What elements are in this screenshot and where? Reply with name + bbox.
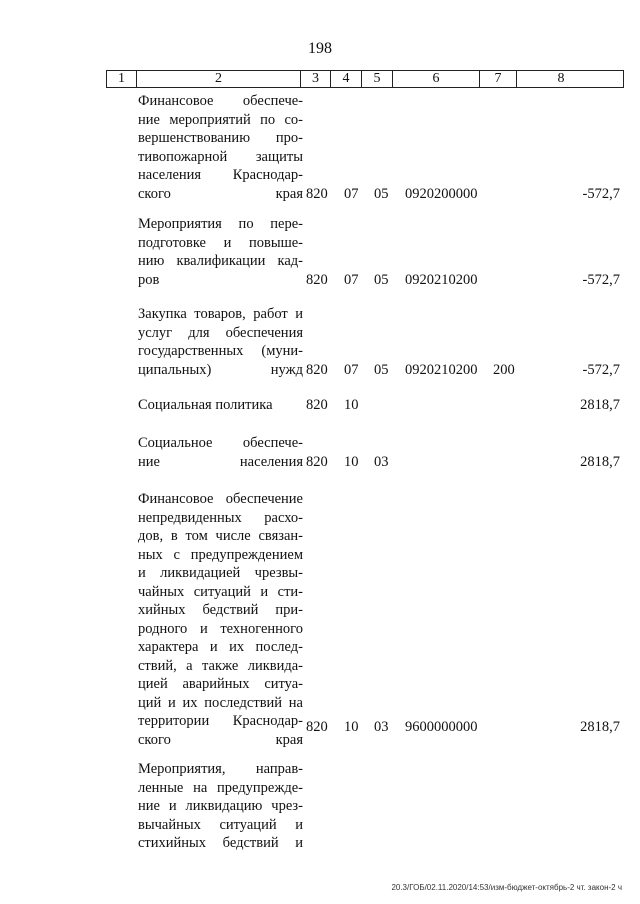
table-header-row <box>106 70 624 88</box>
row-name <box>138 215 303 289</box>
header-col-6: 6 <box>393 71 480 87</box>
cell-ved: 820 <box>306 271 328 288</box>
header-col-5: 5 <box>362 71 393 87</box>
cell-ved: 820 <box>306 453 328 470</box>
row-name <box>138 92 303 203</box>
cell-ved: 820 <box>306 719 328 735</box>
name-line: ствий, а также ликвида- <box>138 657 303 674</box>
cell-section: 07 <box>344 361 359 378</box>
name-line: Закупка товаров, работ и <box>138 306 303 322</box>
header-col-2: 2 <box>137 71 301 87</box>
cell-amount: 2818,7 <box>580 397 620 413</box>
name-line: ского края <box>138 731 303 748</box>
name-line: дов, в том числе связан- <box>138 528 303 544</box>
cell-amount: -572,7 <box>582 271 620 288</box>
header-col-3: 3 <box>301 71 331 87</box>
header-col-4: 4 <box>331 71 362 87</box>
cell-ved: 820 <box>306 397 328 413</box>
name-line: цией аварийных ситуа- <box>138 676 303 692</box>
cell-ved: 820 <box>306 361 328 378</box>
name-line: подготовке и повыше- <box>138 234 303 251</box>
document-footer: 20.3/ГОБ/02.11.2020/14:53/изм-бюджет-октябрь-2 чт. закон-2 ч <box>391 883 622 892</box>
name-line: Финансовое обеспече- <box>138 93 303 109</box>
cell-ved: 820 <box>306 185 328 202</box>
header-col-8: 8 <box>557 71 565 86</box>
name-line: ных с предупреждением <box>138 546 303 563</box>
cell-subsection: 05 <box>374 361 389 378</box>
cell-subsection: 05 <box>374 271 389 288</box>
row-name <box>138 490 303 749</box>
name-line: Финансовое обеспечение <box>138 491 303 507</box>
name-line: нию квалификации кад- <box>138 253 303 269</box>
name-line: ров <box>138 271 160 288</box>
row-name <box>138 434 303 471</box>
row-name <box>138 760 303 853</box>
row-name <box>138 396 303 415</box>
name-line: родного и техногенного <box>138 620 303 637</box>
cell-amount: -572,7 <box>582 185 620 202</box>
cell-target-article: 0920200000 <box>405 185 478 202</box>
cell-target-article: 9600000000 <box>405 719 478 735</box>
name-line: стихийных бедствий и <box>138 835 303 851</box>
name-line: ций и их последствий на <box>138 694 303 711</box>
name-line: тивопожарной защиты <box>138 148 303 165</box>
name-line: ние населения <box>138 453 303 470</box>
cell-section: 10 <box>344 719 359 735</box>
cell-target-article: 0920210200 <box>405 271 478 288</box>
name-line: вычайных ситуаций и <box>138 816 303 833</box>
name-line: населения Краснодар- <box>138 167 303 183</box>
name-line: ние и ликвидацию чрез- <box>138 798 303 814</box>
name-line: характера и их послед- <box>138 639 303 655</box>
cell-section: 07 <box>344 271 359 288</box>
header-col-7: 7 <box>480 71 517 87</box>
name-line: государственных (муни- <box>138 343 303 359</box>
name-line: Мероприятия, направ- <box>138 761 303 777</box>
row-name <box>138 305 303 379</box>
name-line: Мероприятия по пере- <box>138 216 303 232</box>
cell-amount: -572,7 <box>582 361 620 378</box>
cell-section: 10 <box>344 453 359 470</box>
name-line: ленные на предупрежде- <box>138 779 303 796</box>
name-line: чайных ситуаций и сти- <box>138 583 303 600</box>
name-line: и ликвидацией чрезвы- <box>138 565 303 581</box>
name-line: вершенствованию про- <box>138 130 303 146</box>
name-line: ского края <box>138 185 303 202</box>
name-line: Социальная политика <box>138 397 273 413</box>
cell-section: 07 <box>344 185 359 202</box>
page-number: 198 <box>308 40 332 57</box>
header-col-1: 1 <box>107 71 137 87</box>
name-line: хийных бедствий при- <box>138 602 303 618</box>
cell-target-article: 0920210200 <box>405 361 478 378</box>
cell-subsection: 03 <box>374 453 389 470</box>
name-line: ципальных) нужд <box>138 361 303 378</box>
cell-amount: 2818,7 <box>580 453 620 470</box>
name-line: территории Краснодар- <box>138 713 303 729</box>
name-line: непредвиденных расхо- <box>138 509 303 526</box>
cell-amount: 2818,7 <box>580 719 620 735</box>
name-line: Социальное обеспече- <box>138 435 303 451</box>
cell-section: 10 <box>344 397 359 413</box>
name-line: ние мероприятий по со- <box>138 111 303 128</box>
cell-subsection: 03 <box>374 719 389 735</box>
cell-expense-type: 200 <box>493 361 515 378</box>
cell-subsection: 05 <box>374 185 389 202</box>
name-line: услуг для обеспечения <box>138 324 303 341</box>
